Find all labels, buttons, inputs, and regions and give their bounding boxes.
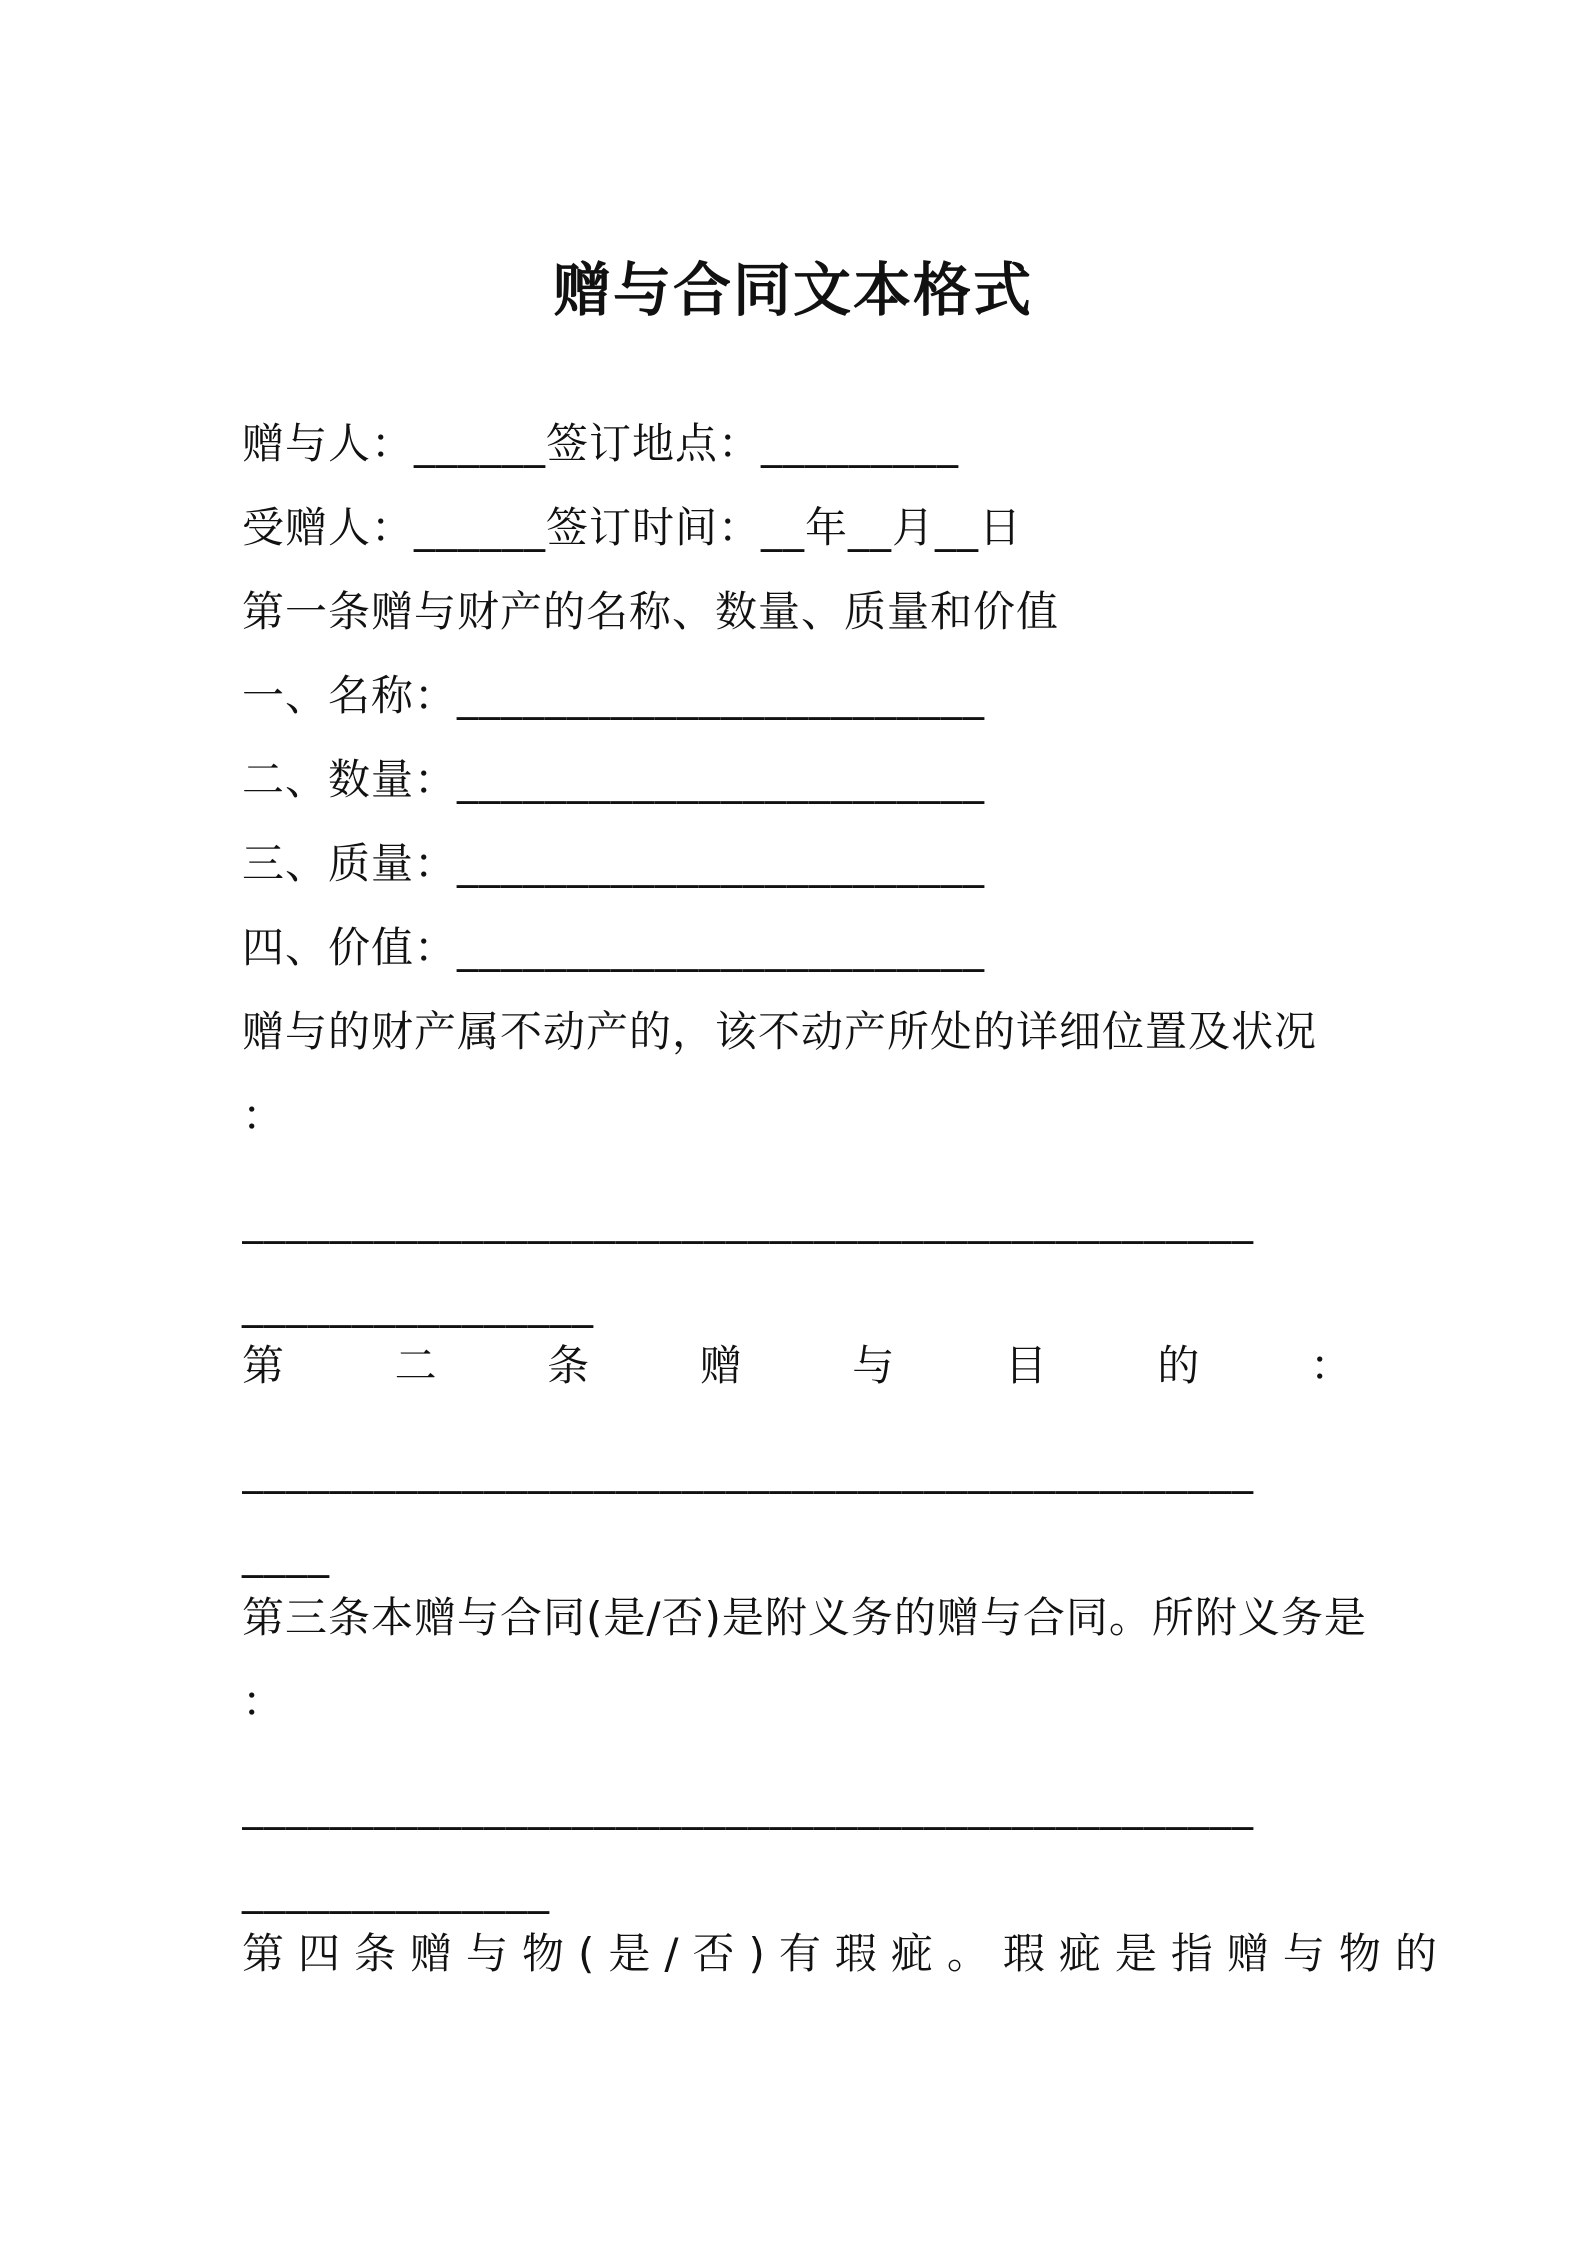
blank-line: ______________________________________________: [242, 1781, 1254, 1830]
real-estate-paragraph: 赠与的财产属不动产的，该不动产所处的详细位置及状况: [242, 1007, 1318, 1056]
article-2-char: 第: [242, 1341, 285, 1390]
article-4-paragraph: 第四条赠与物(是/否)有瑕疵。瑕疵是指赠与物的: [242, 1929, 1451, 1978]
item-quality-line: 三、质量：________________________: [242, 839, 986, 888]
article-2-char: 二: [394, 1341, 437, 1390]
article-2-char: ：: [1309, 1341, 1352, 1390]
article-2-char: 条: [547, 1341, 590, 1390]
colon-line: ：: [242, 1091, 286, 1140]
item-value-line: 四、价值：________________________: [242, 923, 986, 972]
article-2-char: 的: [1157, 1341, 1200, 1390]
article-2-char: 与: [852, 1341, 895, 1390]
colon-line: ：: [242, 1677, 286, 1726]
article-1-heading: 第一条赠与财产的名称、数量、质量和价值: [242, 587, 1060, 636]
blank-line-short: ______________: [242, 1865, 550, 1914]
blank-line: ______________________________________________: [242, 1445, 1254, 1494]
item-quantity-line: 二、数量：________________________: [242, 755, 986, 804]
donee-line: 受赠人：______签订时间：__年__月__日: [242, 503, 1023, 552]
donor-line: 赠与人：______签订地点：_________: [242, 419, 960, 468]
document-title: 赠与合同文本格式: [552, 256, 1033, 324]
blank-line-short: ____: [242, 1529, 330, 1578]
article-3-paragraph: 第三条本赠与合同(是/否)是附义务的赠与合同。所附义务是: [242, 1593, 1367, 1642]
blank-line-short: ________________: [242, 1279, 594, 1328]
article-2-heading: [242, 1336, 1352, 1396]
article-2-char: 赠: [699, 1341, 742, 1390]
article-2-char: 目: [1004, 1341, 1047, 1390]
item-name-line: 一、名称：________________________: [242, 671, 986, 720]
blank-line: ______________________________________________: [242, 1195, 1254, 1244]
